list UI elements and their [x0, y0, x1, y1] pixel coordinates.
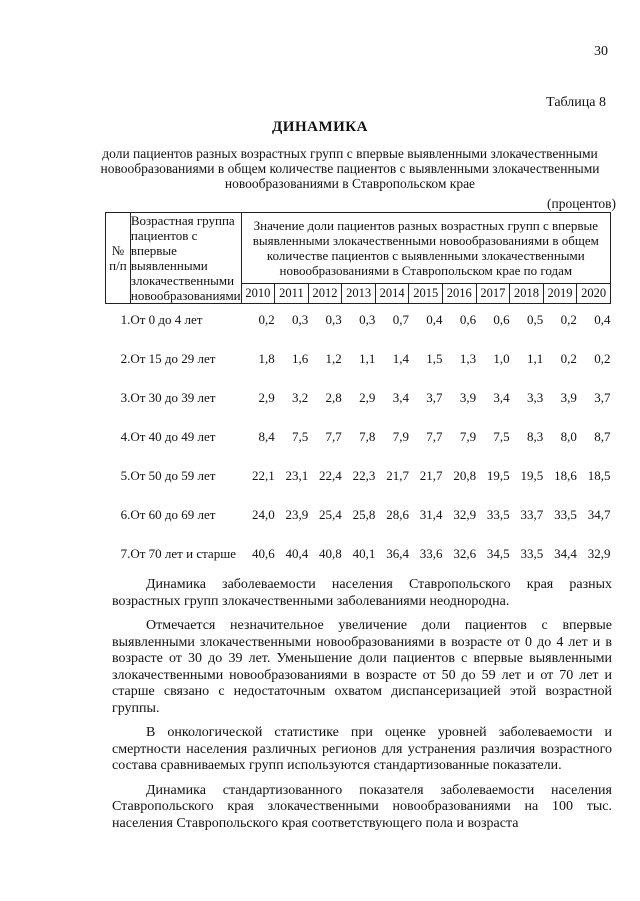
row-value: 2,9	[359, 390, 376, 405]
year-header: 2017	[476, 284, 510, 304]
row-value: 1,5	[426, 351, 443, 366]
table-label: Таблица 8	[546, 95, 606, 110]
year-header: 2015	[409, 284, 443, 304]
row-age-group	[130, 460, 241, 499]
year-header: 2016	[443, 284, 477, 304]
table-row	[106, 343, 611, 382]
row-age-group	[130, 499, 241, 538]
row-value: 0,7	[392, 312, 409, 327]
row-value: 32,6	[453, 546, 477, 561]
row-number: 7.	[120, 546, 131, 561]
row-value: 22,3	[352, 468, 376, 483]
row-value: 0,2	[258, 312, 275, 327]
row-value: 3,7	[594, 390, 611, 405]
row-value: 1,1	[359, 351, 376, 366]
row-value: 33,7	[520, 507, 544, 522]
table-body	[106, 304, 611, 585]
row-age-group-label: От 0 до 4 лет	[130, 312, 203, 327]
row-value: 18,6	[554, 468, 577, 483]
row-value: 3,9	[459, 390, 477, 405]
age-group-table	[105, 212, 611, 584]
year-header: 2011	[275, 284, 309, 304]
header-age-group: Возрастная группа пациентов с впервые выявленными злокачественными новообразованиями	[130, 213, 241, 303]
row-number: 2.	[120, 351, 131, 366]
row-value: 40,6	[251, 546, 275, 561]
row-value: 22,4	[319, 468, 342, 483]
row-number: 1.	[120, 312, 131, 327]
row-value: 36,4	[386, 546, 409, 561]
row-value: 7,5	[291, 429, 309, 444]
row-value: 33,6	[419, 546, 443, 561]
row-value: 7,7	[325, 429, 342, 444]
row-value: 31,4	[419, 507, 443, 522]
row-value: 7,9	[459, 429, 477, 444]
row-value: 0,6	[459, 312, 477, 327]
row-value: 1,1	[527, 351, 544, 366]
row-value: 8,0	[560, 429, 577, 444]
row-value: 1,2	[325, 351, 342, 366]
row-value: 19,5	[520, 468, 544, 483]
row-value: 33,5	[486, 507, 510, 522]
row-value: 23,9	[285, 507, 309, 522]
row-value: 8,4	[258, 429, 275, 444]
row-value: 3,2	[291, 390, 309, 405]
table-row	[106, 421, 611, 460]
year-header: 2010	[241, 284, 275, 304]
paragraph: Отмечается незначительное увеличение доли пациентов с впервые выявленными злокачественными новообразованиями в возрасте от 0 до 4 лет и в возрасте от 30 до 39 лет. Уменьшение доли пациентов с впервые выявленными злокачественными новообразованиями в возрасте от 50 до 59 лет и от 70 лет и старше связано с недостаточным охватом диспансеризацией этой возрастной группы.	[112, 618, 612, 716]
row-age-group-label: От 40 до 49 лет	[130, 429, 216, 444]
row-age-group-label: От 15 до 29 лет	[130, 351, 216, 366]
row-value: 0,6	[493, 312, 510, 327]
row-value: 34,5	[486, 546, 510, 561]
row-value: 20,8	[453, 468, 477, 483]
row-value: 3,4	[493, 390, 510, 405]
row-value: 23,1	[285, 468, 309, 483]
row-value: 7,5	[493, 429, 510, 444]
year-header: 2019	[543, 284, 577, 304]
row-age-group	[130, 421, 241, 460]
row-value: 7,8	[359, 429, 376, 444]
paragraph: В онкологической статистике при оценке уровней заболеваемости и смертности населения различных регионов для устранения различия возрастного состава сравниваемых групп используются стандартизованные показатели.	[112, 725, 612, 773]
body-text	[112, 577, 612, 840]
row-value: 33,5	[520, 546, 544, 561]
row-value: 21,7	[386, 468, 409, 483]
row-value: 0,4	[594, 312, 611, 327]
row-value: 3,3	[527, 390, 544, 405]
row-number: 3.	[120, 390, 131, 405]
row-value: 0,2	[560, 351, 577, 366]
page-number: 30	[594, 44, 608, 59]
row-number: 6.	[120, 507, 131, 522]
row-value: 28,6	[386, 507, 409, 522]
row-value: 8,3	[527, 429, 544, 444]
row-value: 33,5	[554, 507, 577, 522]
year-header: 2013	[342, 284, 376, 304]
paragraph: Динамика стандартизованного показателя заболеваемости населения Ставропольского края злокачественными новообразованиями на 100 тыс. населения Ставропольского края соответствующего пола и возраста	[112, 782, 612, 831]
row-age-group-label: От 60 до 69 лет	[130, 507, 216, 522]
row-value: 25,8	[352, 507, 376, 522]
row-value: 0,3	[325, 312, 342, 327]
row-value: 1,3	[459, 351, 477, 366]
row-value: 1,0	[493, 351, 510, 366]
row-value: 24,0	[251, 507, 275, 522]
row-value: 0,2	[560, 312, 577, 327]
row-value: 18,5	[587, 468, 611, 483]
year-header: 2018	[510, 284, 544, 304]
row-value: 1,8	[258, 351, 275, 366]
row-value: 32,9	[453, 507, 477, 522]
header-values: Значение доли пациентов разных возрастных групп с впервые выявленными злокачественными новообразованиями в общем количестве пациентов с выявленными злокачественными новообразованиями в Ставропольском крае по годам	[241, 213, 610, 284]
row-number: 5.	[120, 468, 131, 483]
row-age-group-label: От 50 до 59 лет	[130, 468, 216, 483]
row-value: 40,1	[352, 546, 376, 561]
row-value: 40,4	[285, 546, 309, 561]
row-value: 0,2	[594, 351, 611, 366]
year-header: 2014	[375, 284, 409, 304]
document-subtitle: доли пациентов разных возрастных групп с впервые выявленными злокачественными новообразованиями в общем количестве пациентов с выявленными злокачественными новообразованиями в Ставропольском крае	[100, 146, 600, 191]
row-value: 8,7	[594, 429, 611, 444]
row-age-group-label: От 70 лет и старше	[130, 546, 236, 561]
row-value: 1,6	[291, 351, 309, 366]
row-age-group	[130, 343, 241, 382]
paragraph: Динамика заболеваемости населения Ставропольского края разных возрастных групп злокачественными заболеваниями неоднородна.	[112, 577, 612, 609]
table-row	[106, 499, 611, 538]
row-value: 34,7	[587, 507, 611, 522]
row-value: 0,3	[359, 312, 376, 327]
table-row	[106, 460, 611, 499]
row-value: 0,5	[527, 312, 544, 327]
row-value: 32,9	[587, 546, 611, 561]
row-value: 19,5	[486, 468, 510, 483]
row-number: 4.	[120, 429, 131, 444]
header-number: № п/п	[106, 213, 131, 304]
row-value: 2,9	[258, 390, 275, 405]
row-age-group	[130, 382, 241, 421]
row-value: 3,4	[392, 390, 409, 405]
row-value: 7,9	[392, 429, 409, 444]
table-row	[106, 382, 611, 421]
row-age-group	[130, 304, 241, 344]
row-value: 3,7	[426, 390, 443, 405]
row-value: 34,4	[554, 546, 577, 561]
units-label: (процентов)	[546, 196, 616, 211]
row-value: 3,9	[560, 390, 577, 405]
row-value: 22,1	[251, 468, 275, 483]
row-value: 2,8	[325, 390, 342, 405]
row-value: 0,4	[426, 312, 443, 327]
row-value: 0,3	[291, 312, 309, 327]
row-value: 1,4	[392, 351, 409, 366]
row-value: 40,8	[319, 546, 342, 561]
row-value: 25,4	[319, 507, 342, 522]
row-age-group-label: От 30 до 39 лет	[130, 390, 216, 405]
row-value: 21,7	[419, 468, 443, 483]
year-header: 2012	[308, 284, 342, 304]
table-row	[106, 304, 611, 344]
year-header: 2020	[577, 284, 611, 304]
row-value: 7,7	[426, 429, 443, 444]
document-title: ДИНАМИКА	[271, 119, 369, 135]
